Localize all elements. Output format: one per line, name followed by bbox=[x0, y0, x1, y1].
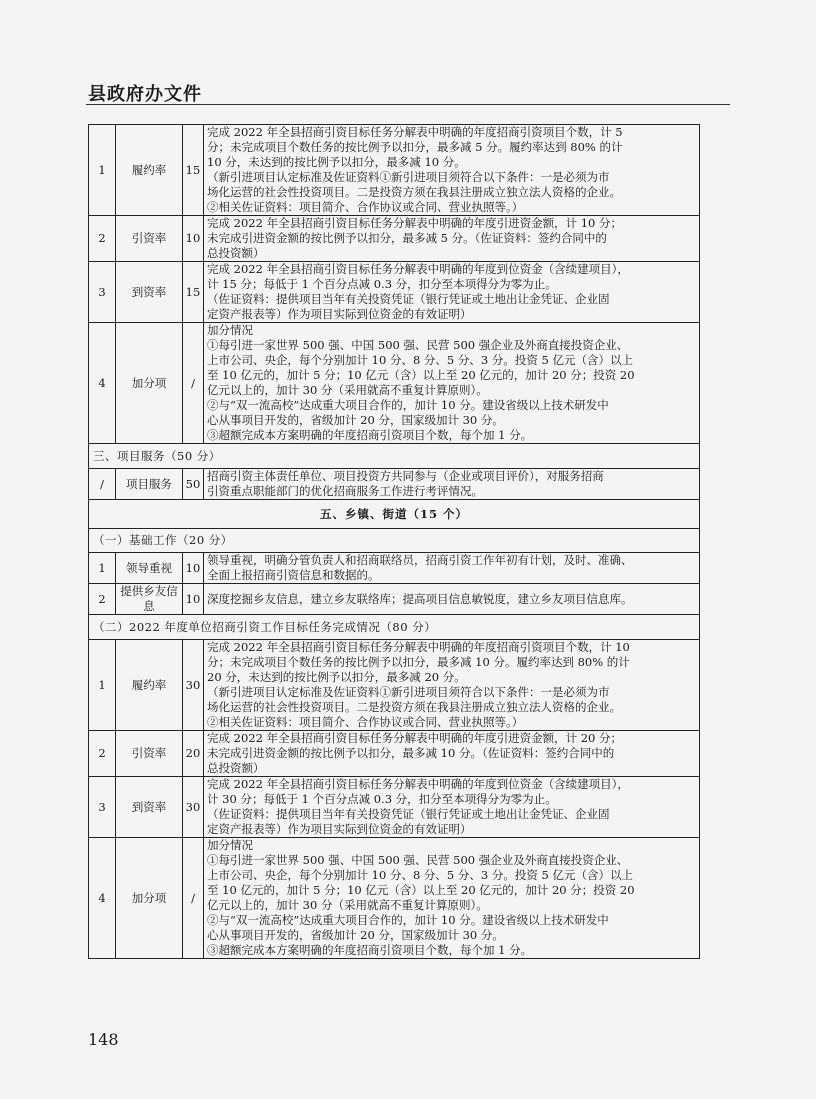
description-line: 总投资额） bbox=[207, 761, 265, 775]
rows-b bbox=[89, 640, 700, 959]
item-name: 项目服务 bbox=[116, 469, 183, 500]
section-row bbox=[89, 500, 700, 529]
row-number: / bbox=[89, 469, 116, 500]
description-line: 亿元以上的，加计 30 分（采用就高不重复计算原则）。 bbox=[207, 898, 488, 912]
description-line: ②相关佐证资料：项目简介、合作协议或合同、营业执照等。） bbox=[207, 715, 524, 729]
description-line: 完成 2022 年全县招商引资目标任务分解表中明确的年度到位资金（含续建项目）， bbox=[207, 262, 629, 276]
table-row bbox=[89, 262, 700, 323]
item-description bbox=[204, 731, 700, 777]
item-description bbox=[204, 777, 700, 838]
description-line: ①每引进一家世界 500 强、中国 500 强、民营 500 强企业及外商直接投资企业、 bbox=[207, 338, 629, 352]
description-line: 计 15 分；每低于 1 个百分点减 0.3 分，扣分至本项得分为零为止。 bbox=[207, 277, 557, 291]
item-score: 15 bbox=[183, 125, 204, 216]
description-line: 完成 2022 年全县招商引资目标任务分解表中明确的年度引进资金额，计 10 分； bbox=[207, 216, 623, 230]
item-name: 引资率 bbox=[116, 731, 183, 777]
item-description bbox=[204, 216, 700, 262]
table-row bbox=[89, 469, 700, 500]
description-line: 全面上报招商引资信息和数据的。 bbox=[207, 568, 380, 582]
description-line: 定资产报表等）作为项目实际到位资金的有效证明） bbox=[207, 307, 472, 321]
table-row bbox=[89, 731, 700, 777]
scoring-table bbox=[88, 124, 700, 959]
item-score: 50 bbox=[183, 469, 204, 500]
description-line: 场化运营的社会性投资项目。二是投资方须在我县注册成立独立法人资格的企业。 bbox=[207, 185, 621, 199]
description-line: 未完成引进资金额的按比例予以扣分，最多减 10 分。（佐证资料：签约合同中的 bbox=[207, 746, 615, 760]
item-name: 履约率 bbox=[116, 640, 183, 731]
row-number: 1 bbox=[89, 125, 116, 216]
description-line: 心从事项目开发的，省级加计 20 分，国家级加计 30 分。 bbox=[207, 413, 504, 427]
rows-basic bbox=[89, 553, 700, 615]
description-line: 完成 2022 年全县招商引资目标任务分解表中明确的年度引进资金额，计 20 分； bbox=[207, 731, 623, 745]
table-row bbox=[89, 125, 700, 216]
description-line: 加分情况 bbox=[207, 323, 253, 337]
row-number: 2 bbox=[89, 216, 116, 262]
description-line: 上市公司、央企，每个分别加计 10 分、8 分、5 分、3 分。投资 5 亿元（含）以上 bbox=[207, 353, 633, 367]
item-name: 提供乡友信息 bbox=[116, 584, 183, 615]
item-score: 10 bbox=[183, 553, 204, 584]
section-heading-towns: 五、乡镇、街道（15 个） bbox=[89, 500, 700, 529]
item-description bbox=[204, 262, 700, 323]
section-heading-basic-work: （一）基础工作（20 分） bbox=[89, 529, 700, 553]
row-number: 1 bbox=[89, 640, 116, 731]
item-score: 15 bbox=[183, 262, 204, 323]
item-name: 引资率 bbox=[116, 216, 183, 262]
section-5-2 bbox=[89, 615, 700, 640]
description-line: 总投资额） bbox=[207, 246, 265, 260]
item-score: 30 bbox=[183, 777, 204, 838]
section-row bbox=[89, 444, 700, 469]
description-line: 场化运营的社会性投资项目。二是投资方须在我县注册成立独立法人资格的企业。 bbox=[207, 700, 621, 714]
description-line: （佐证资料：提供项目当年有关投资凭证（银行凭证或土地出让金凭证、企业固 bbox=[207, 292, 610, 306]
page-header-title: 县政府办文件 bbox=[88, 84, 202, 105]
item-description bbox=[204, 640, 700, 731]
description-line: ②相关佐证资料：项目简介、合作协议或合同、营业执照等。） bbox=[207, 200, 524, 214]
description-line: 引资重点职能部门的优化招商服务工作进行考评情况。 bbox=[207, 484, 483, 498]
item-score: 20 bbox=[183, 731, 204, 777]
description-line: 亿元以上的，加计 30 分（采用就高不重复计算原则）。 bbox=[207, 383, 488, 397]
description-line: 20 分，未达到的按比例予以扣分，最多减 20 分。 bbox=[207, 670, 466, 684]
description-line: ②与“双一流高校”达成重大项目合作的，加计 10 分。建设省级以上技术研发中 bbox=[207, 398, 609, 412]
item-description bbox=[204, 125, 700, 216]
page-number: 148 bbox=[88, 1030, 119, 1049]
description-line: 完成 2022 年全县招商引资目标任务分解表中明确的年度招商引资项目个数，计 10 bbox=[207, 640, 630, 654]
item-description bbox=[204, 553, 700, 584]
item-score: / bbox=[183, 838, 204, 959]
description-line: 领导重视，明确分管负责人和招商联络员，招商引资工作年初有计划，及时、准确、 bbox=[207, 553, 633, 567]
table-row bbox=[89, 553, 700, 584]
section-row bbox=[89, 529, 700, 553]
table-row bbox=[89, 216, 700, 262]
description-line: （佐证资料：提供项目当年有关投资凭证（银行凭证或土地出让金凭证、企业固 bbox=[207, 807, 610, 821]
table-row bbox=[89, 777, 700, 838]
description-line: 分；未完成项目个数任务的按比例予以扣分，最多减 10 分。履约率达到 80% 的计 bbox=[207, 655, 630, 669]
item-description bbox=[204, 469, 700, 500]
description-line: 至 10 亿元的，加计 5 分；10 亿元（含）以上至 20 亿元的，加计 20 分；投资 20 bbox=[207, 883, 635, 897]
row-number: 2 bbox=[89, 584, 116, 615]
item-score: 10 bbox=[183, 584, 204, 615]
section-row bbox=[89, 615, 700, 640]
description-line: 心从事项目开发的，省级加计 20 分，国家级加计 30 分。 bbox=[207, 928, 504, 942]
item-name: 到资率 bbox=[116, 262, 183, 323]
item-description bbox=[204, 584, 700, 615]
description-line: 未完成引进资金额的按比例予以扣分，最多减 5 分。（佐证资料：签约合同中的 bbox=[207, 231, 607, 245]
item-name: 到资率 bbox=[116, 777, 183, 838]
description-line: 深度挖掘乡友信息，建立乡友联络库；提高项目信息敏锐度，建立乡友项目信息库。 bbox=[207, 591, 633, 606]
description-line: 加分情况 bbox=[207, 838, 253, 852]
description-line: 分；未完成项目个数任务的按比例予以扣分，最多减 5 分。履约率达到 80% 的计 bbox=[207, 140, 623, 154]
rows-service bbox=[89, 469, 700, 500]
header-divider bbox=[86, 104, 730, 105]
description-line: ①每引进一家世界 500 强、中国 500 强、民营 500 强企业及外商直接投资企业、 bbox=[207, 853, 629, 867]
item-name: 加分项 bbox=[116, 838, 183, 959]
item-description bbox=[204, 838, 700, 959]
description-line: 完成 2022 年全县招商引资目标任务分解表中明确的年度招商引资项目个数，计 5 bbox=[207, 125, 623, 139]
section-3 bbox=[89, 444, 700, 469]
row-number: 2 bbox=[89, 731, 116, 777]
item-name: 领导重视 bbox=[116, 553, 183, 584]
table-row bbox=[89, 838, 700, 959]
item-score: / bbox=[183, 323, 204, 444]
description-line: 定资产报表等）作为项目实际到位资金的有效证明） bbox=[207, 822, 472, 836]
rows-a bbox=[89, 125, 700, 444]
description-line: （新引进项目认定标准及佐证资料①新引进项目须符合以下条件：一是必须为市 bbox=[207, 170, 610, 184]
description-line: ③超额完成本方案明确的年度招商引资项目个数，每个加 1 分。 bbox=[207, 943, 533, 957]
item-description bbox=[204, 323, 700, 444]
description-line: ②与“双一流高校”达成重大项目合作的，加计 10 分。建设省级以上技术研发中 bbox=[207, 913, 609, 927]
row-number: 4 bbox=[89, 323, 116, 444]
row-number: 3 bbox=[89, 262, 116, 323]
description-line: 至 10 亿元的，加计 5 分；10 亿元（含）以上至 20 亿元的，加计 20 分；投资 20 bbox=[207, 368, 635, 382]
description-line: 计 30 分；每低于 1 个百分点减 0.3 分，扣分至本项得分为零为止。 bbox=[207, 792, 557, 806]
item-score: 30 bbox=[183, 640, 204, 731]
description-line: （新引进项目认定标准及佐证资料①新引进项目须符合以下条件：一是必须为市 bbox=[207, 685, 610, 699]
description-line: 完成 2022 年全县招商引资目标任务分解表中明确的年度到位资金（含续建项目）， bbox=[207, 777, 629, 791]
row-number: 3 bbox=[89, 777, 116, 838]
description-line: 招商引资主体责任单位、项目投资方共同参与（企业或项目评价），对服务招商 bbox=[207, 469, 604, 483]
table-row bbox=[89, 640, 700, 731]
description-line: ③超额完成本方案明确的年度招商引资项目个数，每个加 1 分。 bbox=[207, 428, 533, 442]
section-heading-targets: （二）2022 年度单位招商引资工作目标任务完成情况（80 分） bbox=[89, 615, 700, 640]
section-heading-project-service: 三、项目服务（50 分） bbox=[89, 444, 700, 469]
description-line: 上市公司、央企，每个分别加计 10 分、8 分、5 分、3 分。投资 5 亿元（含）以上 bbox=[207, 868, 633, 882]
item-name: 履约率 bbox=[116, 125, 183, 216]
table-row bbox=[89, 584, 700, 615]
row-number: 1 bbox=[89, 553, 116, 584]
item-score: 10 bbox=[183, 216, 204, 262]
section-5 bbox=[89, 500, 700, 553]
item-name: 加分项 bbox=[116, 323, 183, 444]
row-number: 4 bbox=[89, 838, 116, 959]
description-line: 10 分，未达到的按比例予以扣分，最多减 10 分。 bbox=[207, 155, 466, 169]
table-row bbox=[89, 323, 700, 444]
